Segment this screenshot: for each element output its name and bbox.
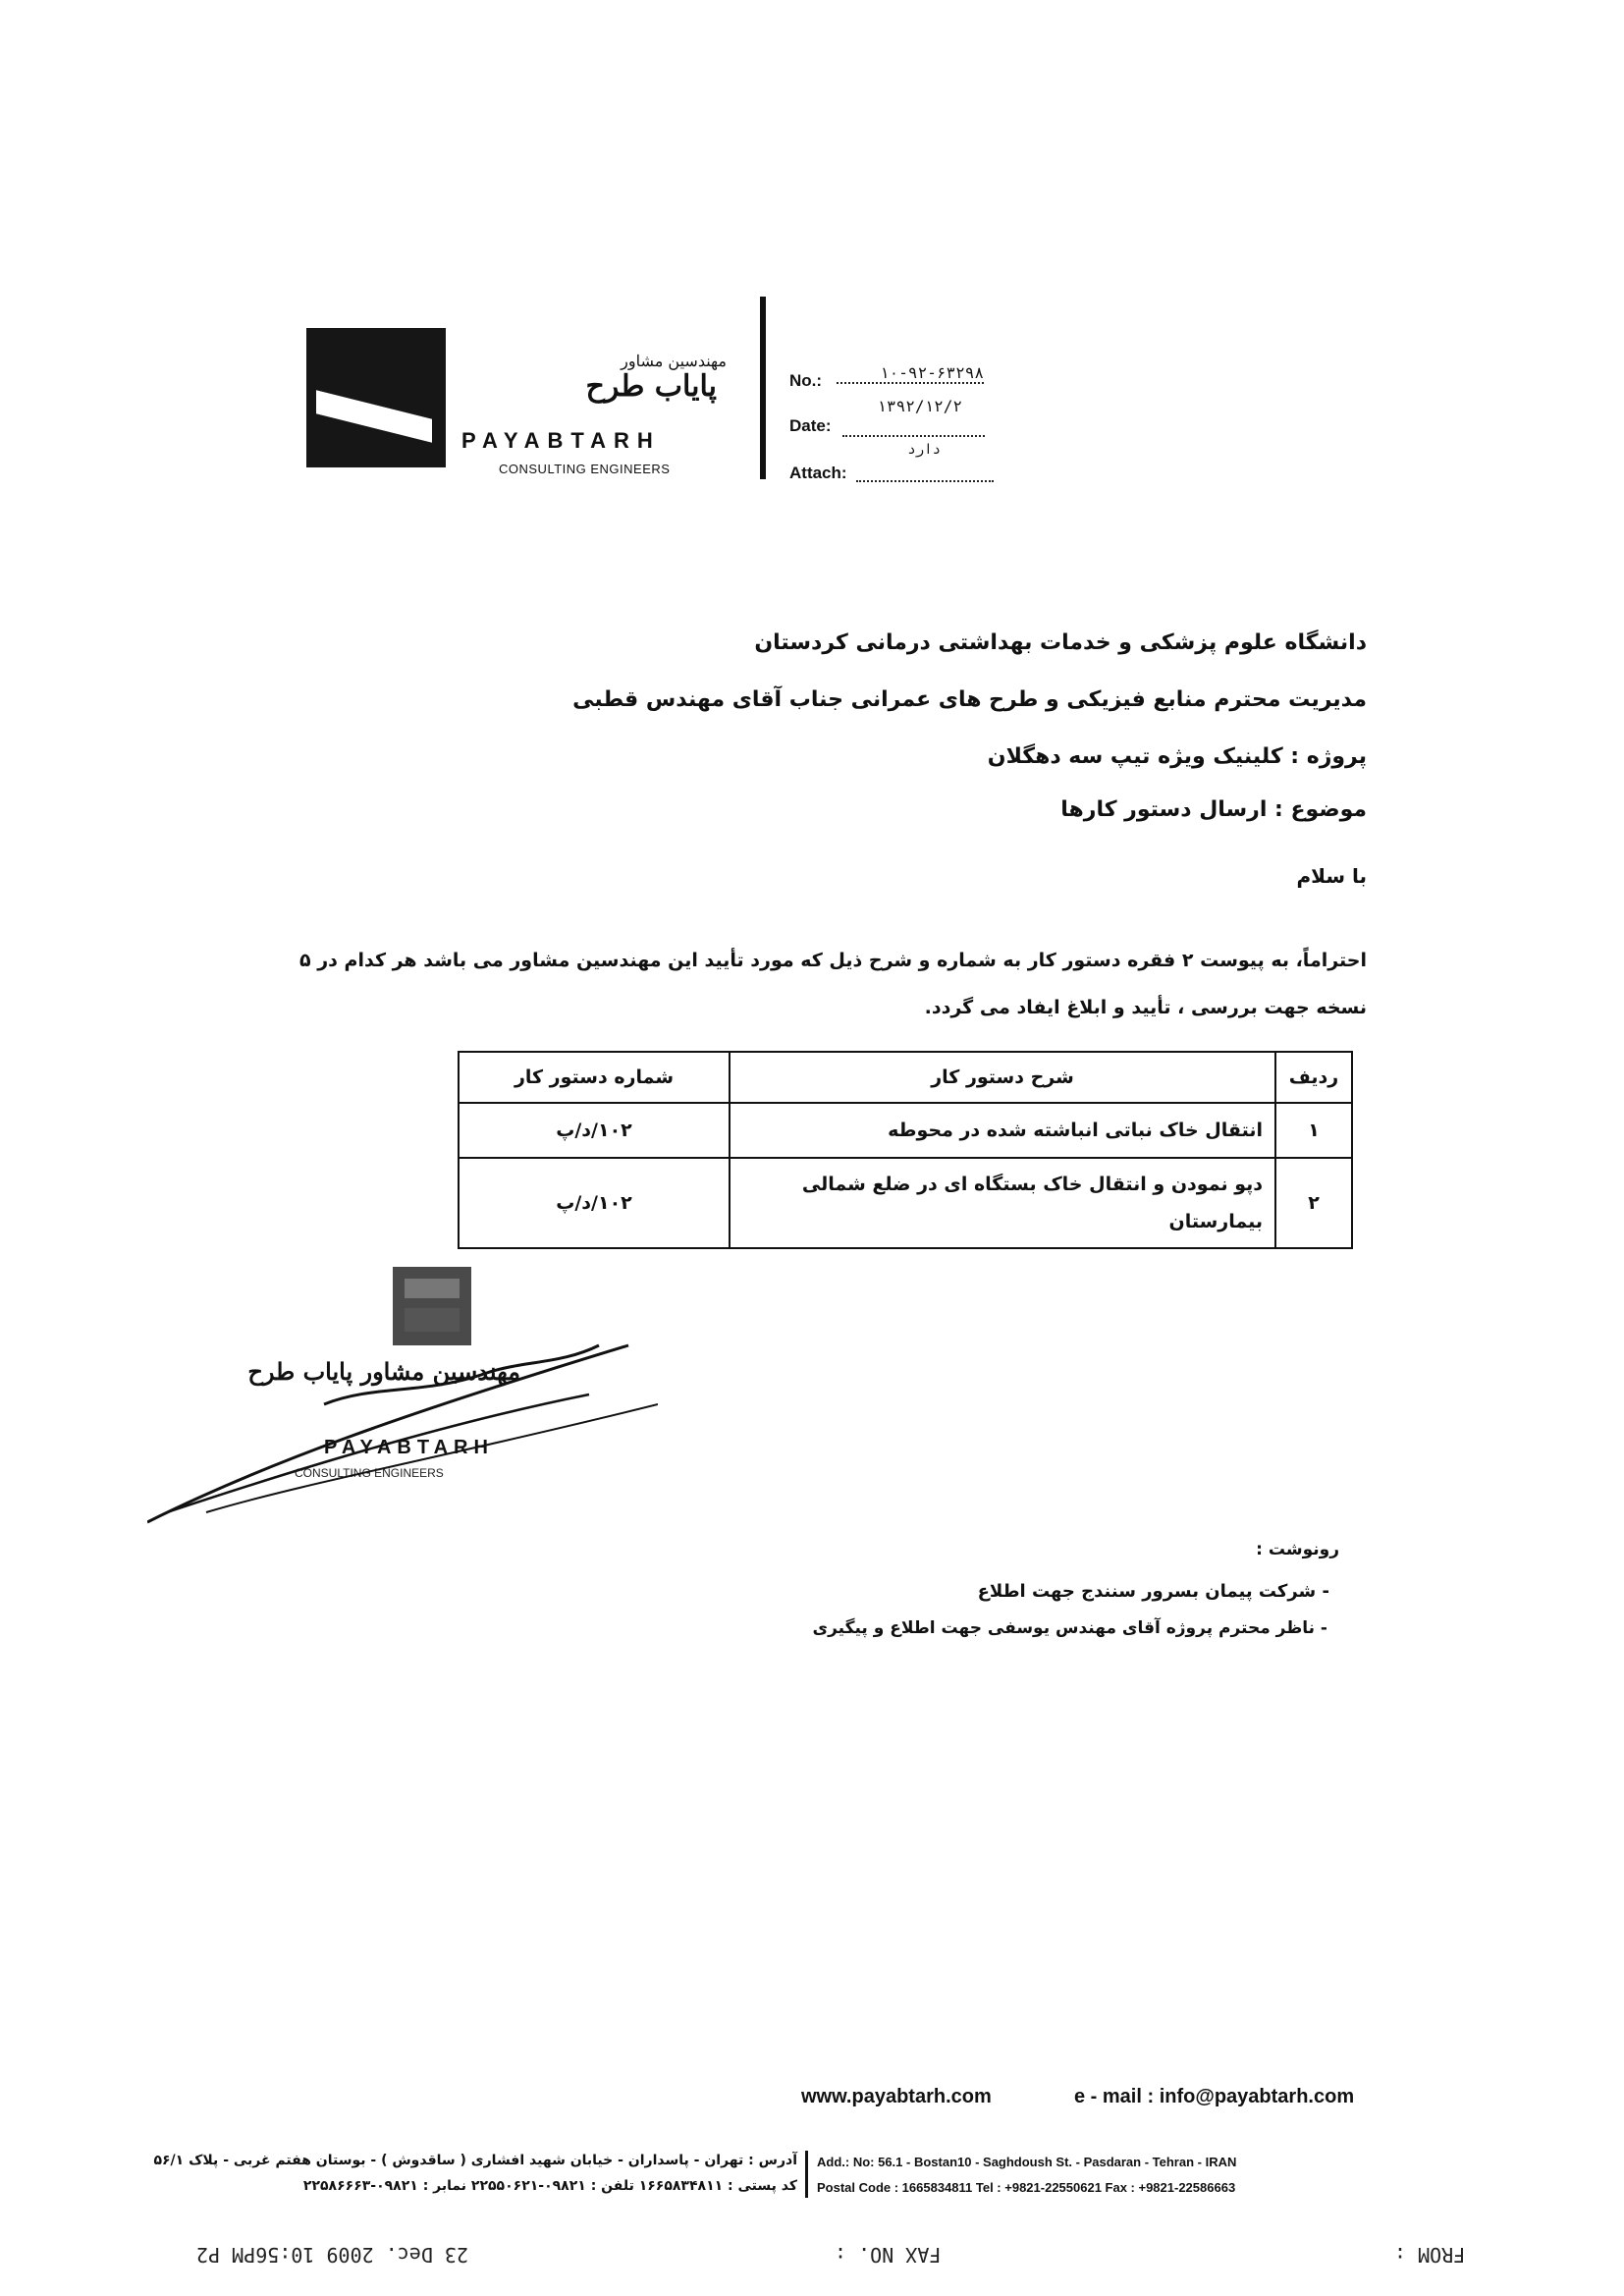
firm-name-fa: پایاب طرح <box>585 369 717 404</box>
footer-address-en: Add.: No: 56.1 - Bostan10 - Saghdoush St. - Pasdaran - Tehran - IRAN <box>817 2155 1237 2169</box>
body-paragraph <box>238 937 1367 1031</box>
fax-header-date: 23 Dec. 2009 10:56PM P2 <box>196 2243 468 2267</box>
body-line-1: احتراماً، به پیوست ۲ فقره دستور کار به شماره و شرح ذیل که مورد تأیید این مهندسین مشاور می باشد هر کدام در ۵ <box>299 950 1367 971</box>
attach-dots <box>856 479 994 482</box>
attach-label: Attach: <box>789 464 847 482</box>
table-row <box>459 1158 1352 1248</box>
company-stamp-signature <box>147 1267 658 1532</box>
website-link[interactable]: www.payabtarh.com <box>801 2086 992 2107</box>
stamp-text-en-sub: CONSULTING ENGINEERS <box>295 1466 444 1480</box>
cell-description: انتقال خاک نباتی انباشته شده در محوطه <box>730 1103 1275 1158</box>
letter-date: ۱۳۹۲/۱۲/۲ <box>877 397 962 415</box>
header-divider <box>760 297 766 479</box>
cell-description: دپو نمودن و انتقال خاک بستگاه ای در ضلع شمالی بیمارستان <box>730 1158 1275 1248</box>
footer-phone-en: Postal Code : 1665834811 Tel : +9821-22550621 Fax : +9821-22586663 <box>817 2180 1236 2195</box>
firm-name-en: PAYABTARH <box>461 428 661 453</box>
no-label: No.: <box>789 371 823 390</box>
logo-mark <box>316 390 432 442</box>
fax-header-from: FROM : <box>1394 2243 1466 2267</box>
table-header-row <box>459 1052 1352 1103</box>
firm-tagline-en: CONSULTING ENGINEERS <box>499 462 671 476</box>
signature-stroke-3 <box>206 1404 658 1512</box>
date-label: Date: <box>789 416 832 435</box>
footer-phone-fa: کد پستی : ۱۶۶۵۸۳۴۸۱۱ تلفن : ۰۹۸۲۱-۲۲۵۵۰۶۲۱ نمابر : ۰۹۸۲۱-۲۲۵۸۶۶۶۳ <box>302 2178 797 2194</box>
email-link[interactable]: e - mail : info@payabtarh.com <box>1074 2086 1355 2107</box>
attach-value: دارد <box>907 442 941 458</box>
subject-line: موضوع : ارسال دستور کارها <box>1060 797 1367 822</box>
footer-address-fa: آدرس : تهران - پاسداران - خیابان شهید افشاری ( ساقدوش ) - بوستان هفتم غربی - پلاک ۵۶/۱ <box>153 2153 797 2168</box>
cc-label: رونوشت : <box>1256 1540 1339 1559</box>
recipient: مدیریت محترم منابع فیزیکی و طرح های عمرانی جناب آقای مهندس قطبی <box>572 687 1367 712</box>
firm-name-fa-subtitle: مهندسین مشاور <box>621 352 727 370</box>
header-order-number: شماره دستور کار <box>459 1052 730 1103</box>
cc-line-2: - ناظر محترم پروژه آقای مهندس یوسفی جهت اطلاع و پیگیری <box>812 1618 1327 1638</box>
cell-order-number: ۱۰۲/د/پ <box>459 1158 730 1248</box>
cell-order-number: ۱۰۲/د/پ <box>459 1103 730 1158</box>
greeting: با سلام <box>1296 864 1367 888</box>
header-description: شرح دستور کار <box>730 1052 1275 1103</box>
firm-logo <box>306 328 446 467</box>
cc-line-1: - شرکت پیمان بسرور سنندج جهت اطلاع <box>977 1581 1329 1602</box>
stamp-text-fa: مهندسین مشاور پایاب طرح <box>247 1357 520 1386</box>
recipient-organization: دانشگاه علوم پزشکی و خدمات بهداشتی درمانی کردستان <box>754 630 1367 655</box>
footer-divider <box>805 2151 808 2198</box>
letter-number: ۱۰-۹۲-۶۳۲۹۸ <box>837 363 984 384</box>
work-orders-table <box>458 1051 1353 1249</box>
stamp-text-en: PAYABTARH <box>324 1437 494 1458</box>
fax-header-number: FAX NO. : <box>835 2243 942 2267</box>
table-row <box>459 1103 1352 1158</box>
project-line: پروژه : کلینیک ویژه تیپ سه دهگلان <box>987 744 1367 769</box>
cell-row-number: ۱ <box>1275 1103 1352 1158</box>
header-row-number: ردیف <box>1275 1052 1352 1103</box>
body-line-2: نسخه جهت بررسی ، تأیید و ابلاغ ایفاد می گردد. <box>924 997 1367 1018</box>
cell-row-number: ۲ <box>1275 1158 1352 1248</box>
date-dots <box>842 434 985 437</box>
